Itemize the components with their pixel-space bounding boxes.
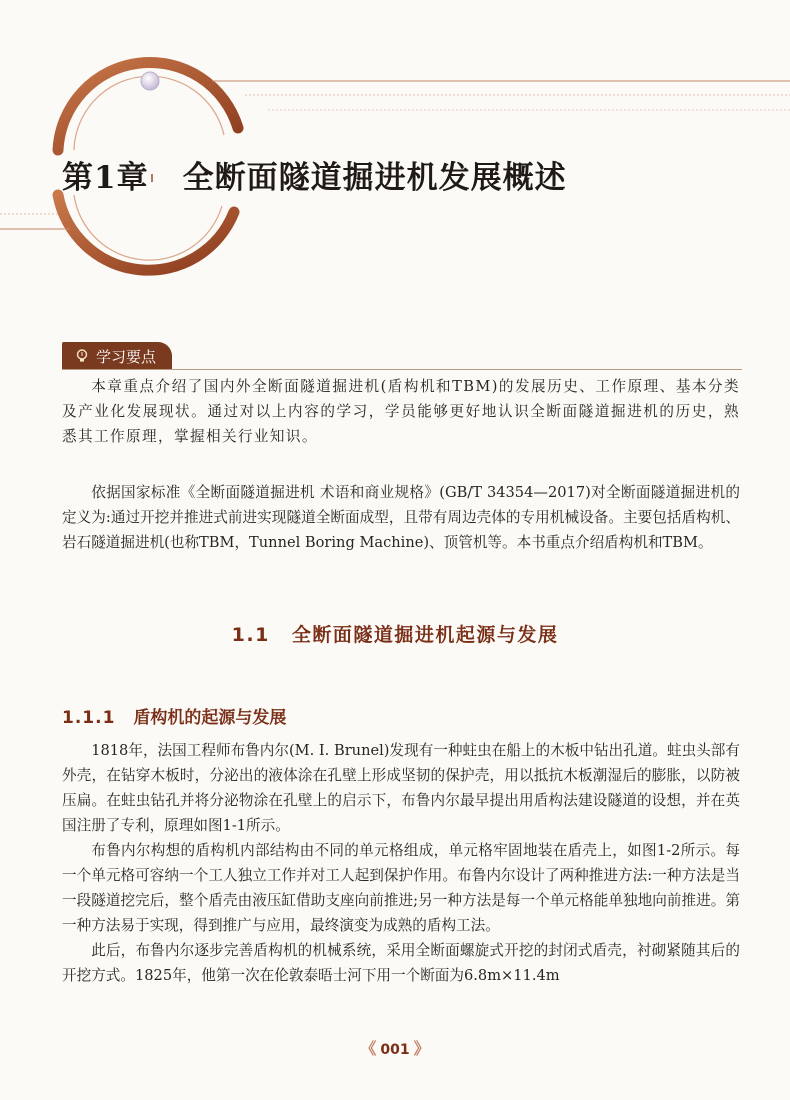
subsection-heading (62, 703, 286, 728)
body-paragraph: 此后，布鲁内尔逐步完善盾构机的机械系统，采用全断面螺旋式开挖的封闭式盾壳，衬砌紧随其后的开挖方式。1825年，他第一次在伦敦泰晤士河下用一个断面为6.8m×11.4m (62, 942, 740, 984)
definition-text: 依据国家标准《全断面隧道掘进机 术语和商业规格》(GB/T 34354—2017)对全断面隧道掘进机的定义为:通过开挖并推进式前进实现隧道全断面成型，且带有周边壳体的专用机械设备。主要包括盾构机、岩石隧道掘进机(也称TBM，Tunnel Boring Machine)、顶管机等。本书重点介绍盾构机和TBM。 (62, 484, 740, 551)
page-number: 001 (380, 1042, 410, 1058)
chevron-right-icon: 》 (413, 1039, 430, 1058)
chapter-title: 全断面隧道掘进机发展概述 (182, 160, 567, 196)
section-title: 全断面隧道掘进机起源与发展 (291, 624, 559, 646)
badge-divider (62, 369, 742, 370)
chapter-header-ornament (0, 0, 790, 300)
key-points-badge (62, 342, 172, 370)
section-number: 1.1 (231, 624, 270, 646)
chapter-heading (62, 152, 567, 197)
definition-block (62, 480, 740, 555)
body-paragraph: 1818年，法国工程师布鲁内尔(M. I. Brunel)发现有一种蛀虫在船上的木板中钻出孔道。蛀虫头部有外壳，在钻穿木板时，分泌出的液体涂在孔壁上形成坚韧的保护壳，用以抵抗木板潮湿后的膨胀，以防被压扁。在蛀虫钻孔并将分泌物涂在孔壁上的启示下，布鲁内尔最早提出用盾构法建设隧道的设想，并在英国注册了专利，原理如图1-1所示。 (62, 742, 740, 834)
lightbulb-icon (72, 346, 92, 366)
key-points-label: 学习要点 (96, 347, 157, 366)
key-points-text: 本章重点介绍了国内外全断面隧道掘进机(盾构机和TBM)的发展历史、工作原理、基本分类及产业化发展现状。通过对以上内容的学习，学员能够更好地认识全断面隧道掘进机的历史，熟悉其工作原理，掌握相关行业知识。 (62, 378, 740, 445)
chevron-left-icon: 《 (360, 1039, 377, 1058)
body-paragraph: 布鲁内尔构想的盾构机内部结构由不同的单元格组成，单元格牢固地装在盾壳上，如图1-2所示。每一个单元格可容纳一个工人独立工作并对工人起到保护作用。布鲁内尔设计了两种推进方法:一种方法是当一段隧道挖完后，整个盾壳由液压缸借助支座向前推进;另一种方法是每一个单元格能单独地向前推进。第一种方法易于实现，得到推广与应用，最终演变为成熟的盾构工法。 (62, 842, 740, 934)
subsection-title: 盾构机的起源与发展 (133, 708, 287, 728)
key-points-text-block (62, 374, 740, 449)
page-number-footer (0, 1036, 790, 1059)
subsection-number: 1.1.1 (62, 708, 116, 728)
chapter-number: 第1章 (62, 160, 149, 196)
body-text (62, 738, 740, 988)
section-heading (0, 620, 790, 647)
